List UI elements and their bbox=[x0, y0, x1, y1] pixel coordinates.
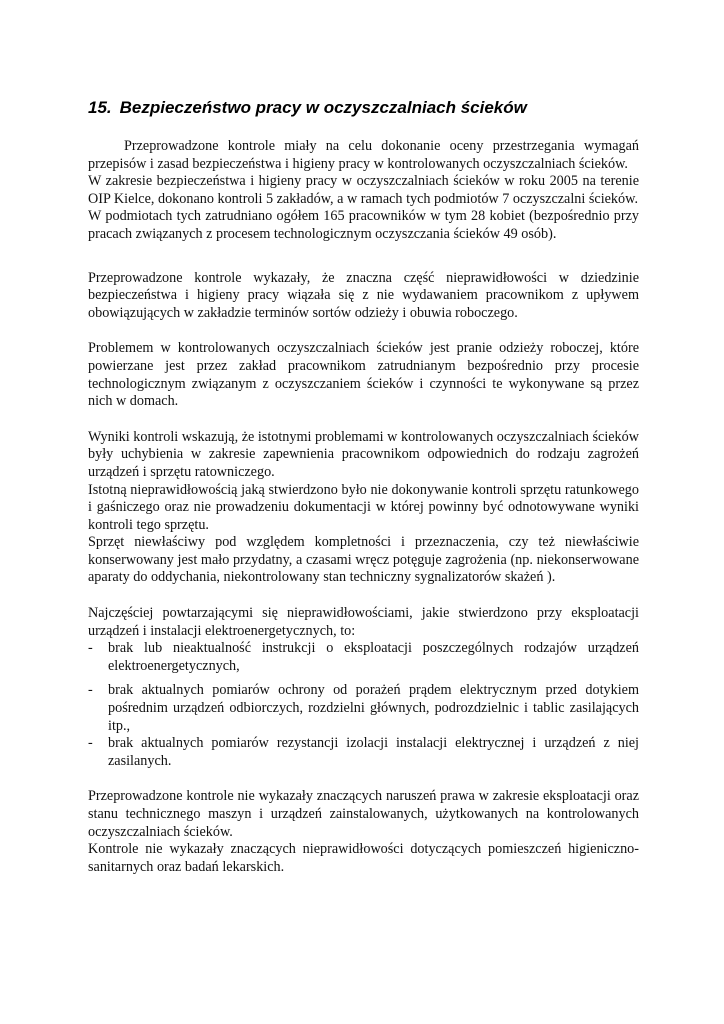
electrical-intro: Najczęściej powtarzającymi się nieprawidłowościami, jakie stwierdzono przy eksploatacji urządzeń i instalacji elektroenergetycznych, to: bbox=[88, 605, 639, 639]
section-heading bbox=[88, 98, 639, 118]
conclusion-paragraph-1: Przeprowadzone kontrole nie wykazały znaczących naruszeń prawa w zakresie eksploatacji oraz stanu technicznego maszyn i urządzeń zainstalowanych, użytkowanych na kontrolowanych oczyszczalniach ścieków. bbox=[88, 788, 639, 840]
findings-paragraph-5: Sprzęt niewłaściwy pod względem kompletności i przeznaczenia, czy też niewłaściwie konserwowany jest mało przydatny, a czasami wręcz potęguje zagrożenia (np. niekonserwowane aparaty do oddychania, niekontrolowany stan techniczny sygnalizatorów skażeń ). bbox=[88, 534, 639, 586]
intro-paragraph-2: W zakresie bezpieczeństwa i higieny pracy w oczyszczalniach ścieków w roku 2005 na terenie OIP Kielce, dokonano kontroli 5 zakładów, a w ramach tych podmiotów 7 oczyszczalni ścieków. bbox=[88, 173, 639, 207]
intro-paragraph-1: Przeprowadzone kontrole miały na celu dokonanie oceny przestrzegania wymagań przepisów i zasad bezpieczeństwa i higieny pracy w kontrolowanych oczyszczalniach ścieków. bbox=[88, 138, 639, 172]
electrical-issues-list bbox=[88, 640, 639, 770]
findings-paragraph-1: Przeprowadzone kontrole wykazały, że znaczna część nieprawidłowości w dziedzinie bezpieczeństwa i higieny pracy wiązała się z nie wydawaniem pracownikom z upływem obowiązujących w zakładzie terminów sortów odzieży i obuwia roboczego. bbox=[88, 269, 639, 321]
section-number: 15. bbox=[88, 98, 112, 117]
list-item bbox=[88, 640, 639, 675]
section-title: Bezpieczeństwo pracy w oczyszczalniach ścieków bbox=[119, 98, 527, 117]
bullet-dash: - bbox=[88, 682, 93, 699]
findings-paragraph-4: Istotną nieprawidłowością jaką stwierdzono było nie dokonywanie kontroli sprzętu ratunkowego i gaśniczego oraz nie prowadzeniu dokumentacji w której powinny być odnotowywane wyniki kontroli tego sprzętu. bbox=[88, 481, 639, 533]
list-item-text: brak aktualnych pomiarów rezystancji izolacji instalacji elektrycznej i urządzeń z niej zasilanych. bbox=[108, 735, 639, 769]
bullet-dash: - bbox=[88, 735, 93, 752]
findings-paragraph-3: Wyniki kontroli wskazują, że istotnymi problemami w kontrolowanych oczyszczalniach ścieków były uchybienia w zakresie zapewnienia pracownikom odpowiednich do rodzaju zagrożeń urządzeń i sprzętu ratowniczego. bbox=[88, 428, 639, 480]
list-item-text: brak lub nieaktualność instrukcji o eksploatacji poszczególnych rodzajów urządzeń elektroenergetycznych, bbox=[108, 640, 639, 674]
list-item bbox=[88, 682, 639, 735]
list-item bbox=[88, 735, 639, 770]
conclusion-paragraph-2: Kontrole nie wykazały znaczących nieprawidłowości dotyczących pomieszczeń higieniczno-sanitarnych oraz badań lekarskich. bbox=[88, 841, 639, 875]
list-item-text: brak aktualnych pomiarów ochrony od porażeń prądem elektrycznym przed dotykiem pośrednim urządzeń odbiorczych, rozdzielni głównych, podrozdzielnic i tablic zasilających itp., bbox=[108, 682, 639, 734]
findings-paragraph-2: Problemem w kontrolowanych oczyszczalniach ścieków jest pranie odzieży roboczej, które powierzane jest przez zakład pracownikom zatrudnianym bezpośrednio przy procesie technologicznym związanym z oczyszczaniem ścieków i czynności te wykonywane są przez nich w domach. bbox=[88, 340, 639, 410]
intro-paragraph-3: W podmiotach tych zatrudniano ogółem 165 pracowników w tym 28 kobiet (bezpośrednio przy pracach związanych z procesem technologicznym oczyszczania ścieków 49 osób). bbox=[88, 208, 639, 242]
document-page bbox=[88, 98, 639, 876]
bullet-dash: - bbox=[88, 640, 93, 657]
